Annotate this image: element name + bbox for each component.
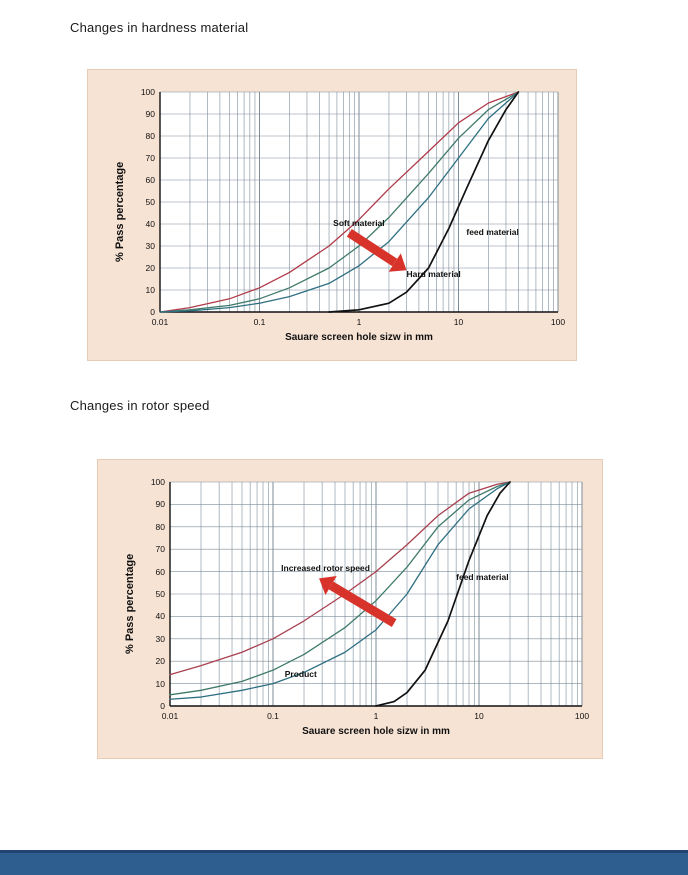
chart-hardness-material: [87, 69, 577, 361]
x-axis-tick-label: 0.1: [253, 317, 266, 327]
y-axis-tick-label: 40: [155, 611, 165, 622]
chart-annotation: Increased rotor speed: [281, 563, 370, 574]
chart-annotation: Hard material: [406, 268, 461, 279]
y-axis-label: % Pass percentage: [124, 553, 136, 654]
y-axis-label: % Pass percentage: [114, 161, 126, 262]
y-axis-tick-label: 90: [155, 499, 165, 510]
y-axis-tick-label: 70: [155, 544, 165, 555]
chart-rotor-speed: [97, 459, 603, 759]
x-axis-tick-label: 100: [574, 711, 590, 721]
y-axis-tick-label: 80: [145, 131, 155, 141]
footer-bar: [0, 850, 688, 875]
y-axis-tick-label: 20: [145, 263, 155, 273]
y-axis-tick-label: 90: [145, 109, 155, 119]
y-axis-tick-label: 80: [155, 521, 165, 532]
y-axis-tick-label: 0: [160, 701, 165, 711]
x-axis-label: Sauare screen hole sizw in mm: [302, 726, 450, 737]
x-axis-tick-label: 0.01: [151, 317, 169, 327]
y-axis-tick-label: 0: [150, 307, 155, 317]
x-axis-tick-label: 1: [373, 711, 379, 721]
x-axis-tick-label: 10: [474, 711, 484, 721]
y-axis-tick-label: 20: [155, 656, 165, 667]
section-title-hardness: Changes in hardness material: [70, 20, 249, 35]
chart-annotation: Soft material: [333, 218, 385, 228]
y-axis-tick-label: 10: [155, 678, 165, 689]
plot-area-2: [98, 460, 602, 758]
watermark: CVT: [150, 365, 211, 394]
x-axis-tick-label: 100: [550, 317, 566, 327]
y-axis-tick-label: 100: [140, 87, 155, 97]
y-axis-tick-label: 100: [150, 477, 165, 487]
x-axis-tick-label: 0.01: [161, 711, 179, 721]
y-axis-tick-label: 70: [145, 153, 155, 163]
plot-area-1: [88, 70, 576, 360]
y-axis-tick-label: 60: [155, 566, 165, 577]
x-axis-tick-label: 1: [356, 317, 362, 327]
chart-annotation: feed material: [466, 226, 519, 237]
y-axis-tick-label: 50: [155, 589, 165, 599]
y-axis-tick-label: 30: [155, 633, 165, 644]
y-axis-tick-label: 40: [145, 219, 155, 229]
y-axis-tick-label: 50: [145, 197, 155, 207]
chart-annotation: Product: [284, 668, 317, 679]
x-axis-tick-label: 10: [453, 317, 464, 327]
y-axis-tick-label: 60: [145, 175, 155, 185]
section-title-rotor-speed: Changes in rotor speed: [70, 398, 210, 413]
x-axis-tick-label: 0.1: [267, 711, 279, 721]
y-axis-tick-label: 30: [145, 241, 155, 251]
x-axis-label: Sauare screen hole sizw in mm: [285, 332, 433, 343]
y-axis-tick-label: 10: [145, 285, 155, 295]
chart-annotation: feed material: [456, 572, 509, 583]
